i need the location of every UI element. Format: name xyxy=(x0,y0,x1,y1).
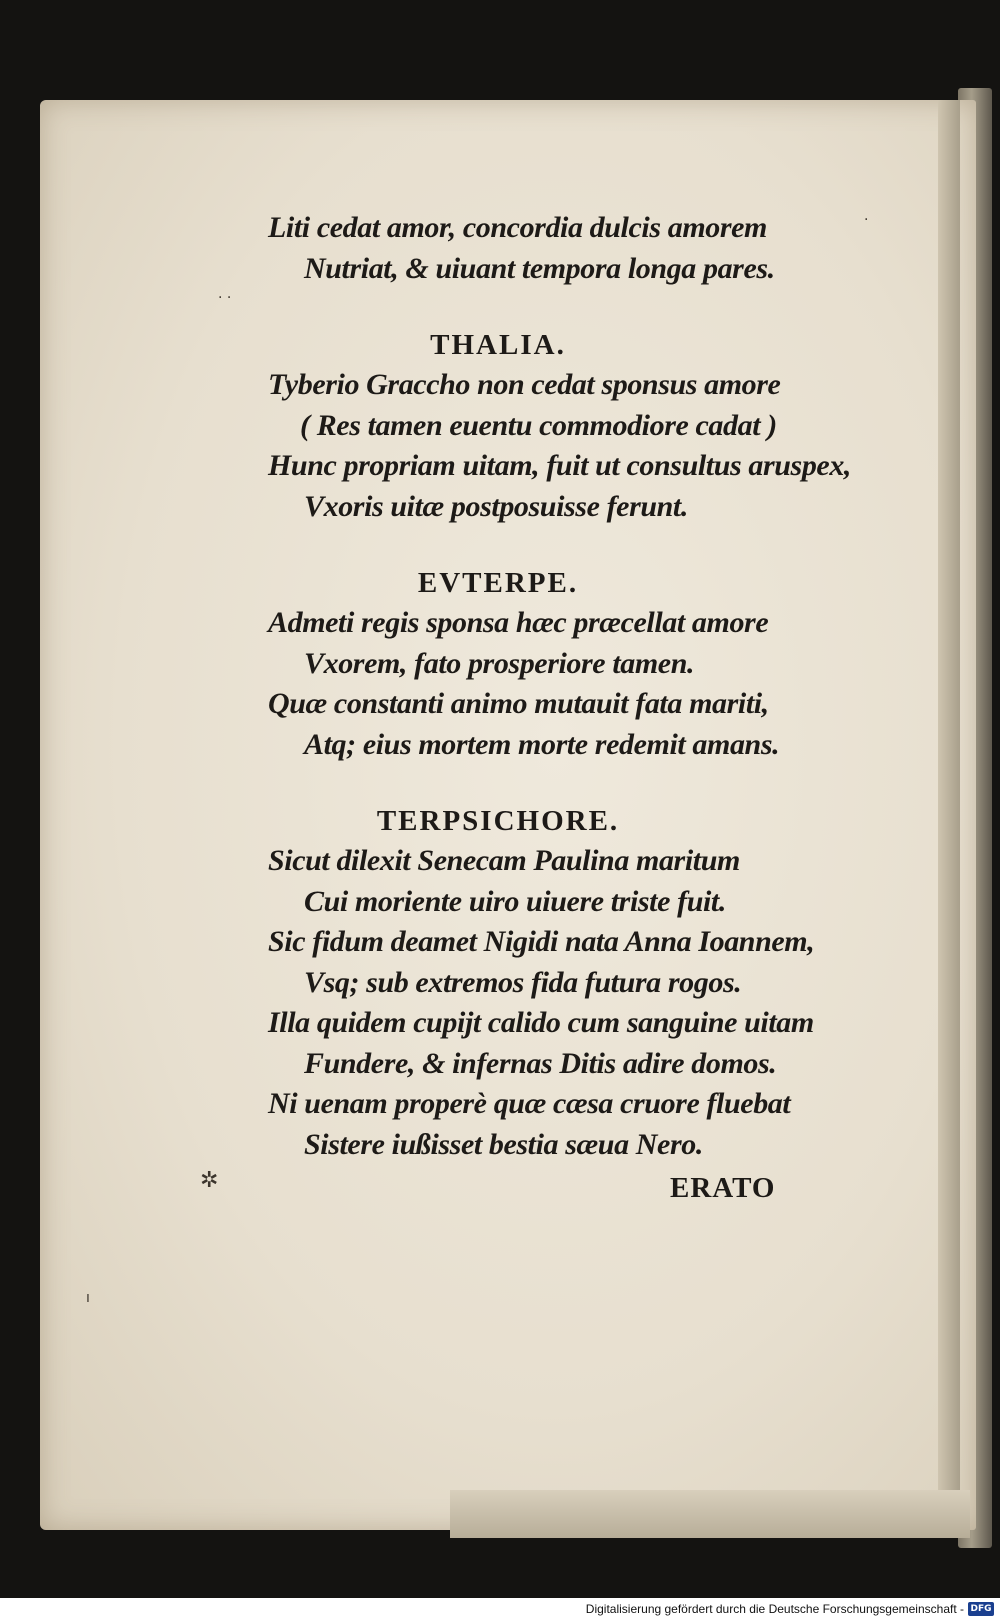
verse-line: Cui moriente uiro uiuere triste fuit. xyxy=(304,884,726,918)
stanza-heading: TERPSICHORE. xyxy=(376,805,620,837)
digitization-footer xyxy=(0,1598,1000,1621)
dfg-logo-icon: DFG xyxy=(968,1602,994,1616)
stanza-heading: THALIA. xyxy=(430,329,566,361)
verse-line: Quæ constanti animo mutauit fata mariti, xyxy=(268,687,769,720)
verse-line: Vsq; sub extremos fida futura rogos. xyxy=(304,965,742,999)
verse-line: Ni uenam properè quæ cæsa cruore fluebat xyxy=(268,1087,791,1120)
paper-speck: · xyxy=(864,212,869,228)
catchword: ERATO xyxy=(670,1172,776,1204)
paper-speck: · · xyxy=(218,290,232,306)
verse-line: Sicut dilexit Senecam Paulina maritum xyxy=(268,844,740,877)
stanza-spacer xyxy=(268,527,908,563)
footer-credit: Digitalisierung gefördert durch die Deutsche Forschungsgemeinschaft - xyxy=(585,1602,964,1616)
stanza xyxy=(268,527,908,765)
verse-line: Illa quidem cupijt calido cum sanguine uitam xyxy=(268,1006,814,1039)
verse-line: Fundere, & infernas Ditis adire domos. xyxy=(304,1046,777,1080)
verse-line: ( Res tamen euentu commodiore cadat ) xyxy=(300,408,777,442)
verse-line: Nutriat, & uiuant tempora longa pares. xyxy=(304,251,775,285)
stanza-heading: EVTERPE. xyxy=(417,567,579,599)
stanza xyxy=(268,765,908,1165)
paper-speck: ı xyxy=(86,1290,90,1306)
verse-line: Sic fidum deamet Nigidi nata Anna Ioannem, xyxy=(268,925,815,958)
stanza xyxy=(268,289,908,527)
verse-line: Tyberio Graccho non cedat sponsus amore xyxy=(268,368,781,401)
page-right-edge xyxy=(938,100,960,1530)
page-bottom-edge xyxy=(450,1490,970,1538)
verse-line: Vxorem, fato prosperiore tamen. xyxy=(304,646,695,680)
verse-line: Admeti regis sponsa hæc præcellat amore xyxy=(268,606,769,639)
paper-blot: ✲ xyxy=(200,1168,219,1193)
stanza xyxy=(268,208,908,289)
verse-line: Sistere iußisset bestia sæua Nero. xyxy=(304,1127,703,1161)
verse-line: Liti cedat amor, concordia dulcis amorem xyxy=(268,211,767,244)
verse-line: Atq; eius mortem morte redemit amans. xyxy=(304,727,780,761)
stanza-spacer xyxy=(268,765,908,801)
stanza-spacer xyxy=(268,289,908,325)
poem-text xyxy=(268,208,908,1165)
verse-line: Vxoris uitæ postposuisse ferunt. xyxy=(304,489,688,523)
verse-line: Hunc propriam uitam, fuit ut consultus aruspex, xyxy=(268,449,852,482)
